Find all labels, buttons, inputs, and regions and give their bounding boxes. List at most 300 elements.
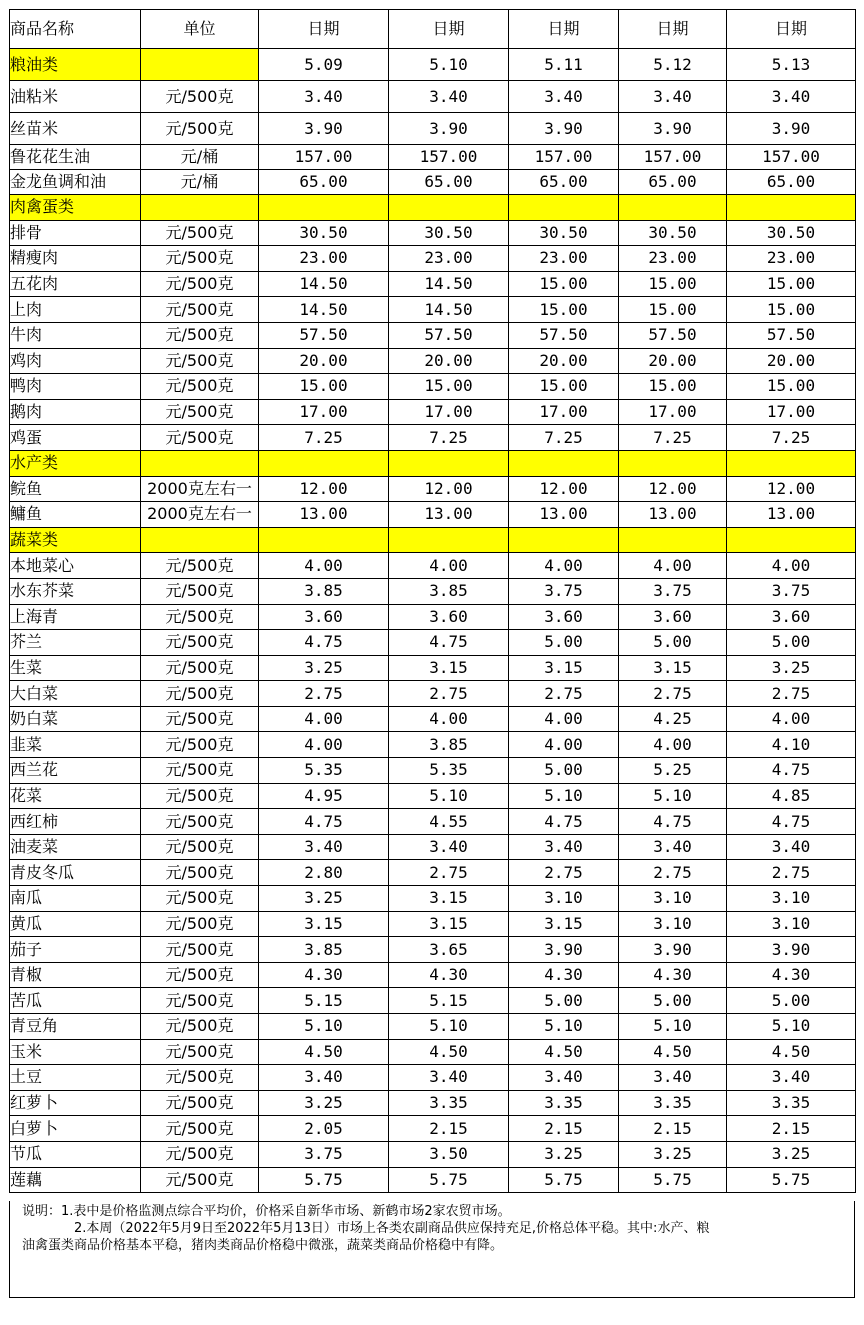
price-cell: 4.50	[259, 1039, 389, 1065]
item-unit: 元/500克	[141, 630, 259, 656]
item-unit: 元/500克	[141, 604, 259, 630]
item-unit: 元/500克	[141, 706, 259, 732]
price-cell: 3.35	[389, 1090, 509, 1116]
price-cell: 5.10	[619, 783, 727, 809]
category-row	[10, 450, 856, 476]
header-date: 日期	[619, 10, 727, 49]
price-cell: 5.35	[389, 758, 509, 784]
price-cell: 157.00	[509, 145, 619, 170]
item-unit: 元/桶	[141, 145, 259, 170]
price-cell: 5.00	[727, 988, 856, 1014]
table-row	[10, 962, 856, 988]
price-cell: 3.75	[619, 578, 727, 604]
table-row	[10, 1065, 856, 1091]
price-cell: 15.00	[509, 297, 619, 323]
price-cell: 3.15	[509, 655, 619, 681]
table-row	[10, 732, 856, 758]
price-cell: 3.15	[389, 655, 509, 681]
category-empty-cell	[619, 527, 727, 553]
item-unit: 元/500克	[141, 911, 259, 937]
price-cell: 5.15	[389, 988, 509, 1014]
price-cell: 157.00	[259, 145, 389, 170]
price-cell: 20.00	[509, 348, 619, 374]
price-cell: 5.10	[619, 1014, 727, 1040]
price-cell: 157.00	[619, 145, 727, 170]
item-name: 水东芥菜	[10, 578, 141, 604]
price-cell: 5.10	[509, 1014, 619, 1040]
table-row	[10, 1090, 856, 1116]
price-cell: 4.00	[727, 706, 856, 732]
item-name: 鲩鱼	[10, 476, 141, 502]
table-row	[10, 834, 856, 860]
category-empty-cell	[509, 195, 619, 221]
price-cell: 4.30	[509, 962, 619, 988]
price-cell: 3.60	[389, 604, 509, 630]
price-cell: 3.40	[389, 81, 509, 113]
price-cell: 15.00	[619, 271, 727, 297]
price-cell: 57.50	[619, 322, 727, 348]
price-cell: 15.00	[389, 374, 509, 400]
price-cell: 3.60	[509, 604, 619, 630]
item-name: 油粘米	[10, 81, 141, 113]
item-unit: 元/500克	[141, 348, 259, 374]
price-cell: 3.25	[259, 886, 389, 912]
item-unit: 元/500克	[141, 809, 259, 835]
price-cell: 3.40	[727, 1065, 856, 1091]
price-cell: 4.00	[259, 553, 389, 579]
table-row	[10, 246, 856, 272]
price-cell: 5.10	[727, 1014, 856, 1040]
item-name: 金龙鱼调和油	[10, 170, 141, 195]
table-row	[10, 399, 856, 425]
header-row	[10, 10, 856, 49]
price-cell: 4.75	[619, 809, 727, 835]
table-row	[10, 170, 856, 195]
price-cell: 20.00	[727, 348, 856, 374]
price-cell: 3.40	[619, 81, 727, 113]
item-name: 苦瓜	[10, 988, 141, 1014]
price-cell: 12.00	[727, 476, 856, 502]
item-unit: 元/500克	[141, 1039, 259, 1065]
price-cell: 13.00	[727, 502, 856, 528]
date-value: 5.13	[727, 49, 856, 81]
table-row	[10, 220, 856, 246]
table-row	[10, 145, 856, 170]
item-unit: 元/500克	[141, 758, 259, 784]
price-cell: 3.25	[509, 1141, 619, 1167]
table-row	[10, 374, 856, 400]
price-cell: 5.75	[259, 1167, 389, 1193]
price-cell: 3.85	[389, 732, 509, 758]
category-row	[10, 49, 856, 81]
item-unit: 元/500克	[141, 1090, 259, 1116]
category-empty-cell	[259, 450, 389, 476]
item-unit: 元/500克	[141, 886, 259, 912]
price-cell: 65.00	[509, 170, 619, 195]
item-name: 西红柿	[10, 809, 141, 835]
price-cell: 4.30	[619, 962, 727, 988]
item-name: 鸡肉	[10, 348, 141, 374]
table-row	[10, 1039, 856, 1065]
price-cell: 20.00	[389, 348, 509, 374]
price-cell: 4.00	[389, 706, 509, 732]
table-row	[10, 1167, 856, 1193]
header-name: 商品名称	[10, 10, 141, 49]
table-row	[10, 297, 856, 323]
price-cell: 5.10	[389, 783, 509, 809]
price-cell: 30.50	[727, 220, 856, 246]
item-name: 鲁花花生油	[10, 145, 141, 170]
category-empty-cell	[619, 450, 727, 476]
price-cell: 2.15	[509, 1116, 619, 1142]
table-row	[10, 706, 856, 732]
price-cell: 5.35	[259, 758, 389, 784]
price-cell: 30.50	[259, 220, 389, 246]
price-cell: 4.85	[727, 783, 856, 809]
price-cell: 30.50	[509, 220, 619, 246]
price-cell: 4.25	[619, 706, 727, 732]
price-cell: 5.00	[509, 988, 619, 1014]
price-cell: 15.00	[727, 374, 856, 400]
price-cell: 4.00	[389, 553, 509, 579]
price-cell: 3.75	[727, 578, 856, 604]
table-row	[10, 425, 856, 451]
price-cell: 2.15	[619, 1116, 727, 1142]
price-cell: 2.75	[619, 681, 727, 707]
price-cell: 3.15	[619, 655, 727, 681]
date-value: 5.10	[389, 49, 509, 81]
price-cell: 15.00	[509, 271, 619, 297]
category-unit-cell	[141, 49, 259, 81]
item-unit: 元/500克	[141, 1141, 259, 1167]
item-name: 黄瓜	[10, 911, 141, 937]
header-unit: 单位	[141, 10, 259, 49]
date-value: 5.11	[509, 49, 619, 81]
price-cell: 2.75	[389, 681, 509, 707]
price-cell: 3.10	[509, 886, 619, 912]
category-label: 粮油类	[10, 49, 141, 81]
price-table-sheet	[9, 9, 855, 1193]
price-cell: 14.50	[389, 271, 509, 297]
price-cell: 3.15	[509, 911, 619, 937]
price-cell: 3.25	[727, 655, 856, 681]
price-cell: 4.50	[389, 1039, 509, 1065]
price-cell: 5.00	[619, 988, 727, 1014]
table-row	[10, 783, 856, 809]
item-name: 玉米	[10, 1039, 141, 1065]
category-empty-cell	[389, 450, 509, 476]
price-cell: 4.00	[259, 706, 389, 732]
price-cell: 3.75	[509, 578, 619, 604]
item-unit: 元/500克	[141, 81, 259, 113]
price-cell: 23.00	[619, 246, 727, 272]
price-cell: 17.00	[509, 399, 619, 425]
item-unit: 元/500克	[141, 374, 259, 400]
price-cell: 3.90	[727, 113, 856, 145]
item-unit: 元/500克	[141, 399, 259, 425]
item-unit: 元/500克	[141, 1116, 259, 1142]
price-cell: 5.75	[727, 1167, 856, 1193]
price-cell: 57.50	[509, 322, 619, 348]
price-cell: 15.00	[619, 297, 727, 323]
price-cell: 2.75	[259, 681, 389, 707]
item-name: 五花肉	[10, 271, 141, 297]
table-row	[10, 476, 856, 502]
price-cell: 12.00	[619, 476, 727, 502]
category-row	[10, 527, 856, 553]
price-cell: 7.25	[509, 425, 619, 451]
price-cell: 3.85	[259, 937, 389, 963]
note-line-3: 油禽蛋类商品价格基本平稳，猪肉类商品价格稳中微涨，蔬菜类商品价格稳中有降。	[22, 1238, 504, 1253]
item-unit: 元/500克	[141, 425, 259, 451]
item-unit: 元/500克	[141, 834, 259, 860]
item-name: 土豆	[10, 1065, 141, 1091]
price-cell: 57.50	[259, 322, 389, 348]
price-cell: 4.95	[259, 783, 389, 809]
table-row	[10, 271, 856, 297]
item-unit: 元/500克	[141, 988, 259, 1014]
table-row	[10, 911, 856, 937]
price-cell: 4.10	[727, 732, 856, 758]
price-cell: 14.50	[259, 271, 389, 297]
price-cell: 7.25	[727, 425, 856, 451]
item-unit: 元/500克	[141, 1167, 259, 1193]
item-name: 上肉	[10, 297, 141, 323]
item-unit: 元/500克	[141, 220, 259, 246]
category-label: 蔬菜类	[10, 527, 141, 553]
price-cell: 3.65	[389, 937, 509, 963]
price-cell: 3.60	[259, 604, 389, 630]
price-cell: 4.00	[619, 553, 727, 579]
price-cell: 3.75	[259, 1141, 389, 1167]
category-empty-cell	[727, 527, 856, 553]
note-line-2: 2.本周（2022年5月9日至2022年5月13日）市场上各类农副商品供应保持充足,价格总体平稳。其中:水产、粮	[74, 1221, 710, 1236]
table-row	[10, 113, 856, 145]
category-empty-cell	[509, 527, 619, 553]
item-name: 节瓜	[10, 1141, 141, 1167]
price-cell: 3.60	[727, 604, 856, 630]
item-name: 莲藕	[10, 1167, 141, 1193]
table-row	[10, 578, 856, 604]
category-empty-cell	[509, 450, 619, 476]
item-name: 奶白菜	[10, 706, 141, 732]
price-cell: 13.00	[389, 502, 509, 528]
table-row	[10, 604, 856, 630]
category-empty-cell	[389, 527, 509, 553]
price-cell: 3.90	[389, 113, 509, 145]
item-unit: 元/500克	[141, 962, 259, 988]
price-cell: 15.00	[259, 374, 389, 400]
category-unit-cell	[141, 450, 259, 476]
price-cell: 2.80	[259, 860, 389, 886]
item-name: 青椒	[10, 962, 141, 988]
price-cell: 4.00	[509, 732, 619, 758]
item-name: 茄子	[10, 937, 141, 963]
item-name: 上海青	[10, 604, 141, 630]
category-empty-cell	[389, 195, 509, 221]
item-name: 丝苗米	[10, 113, 141, 145]
header-date: 日期	[259, 10, 389, 49]
price-cell: 3.85	[389, 578, 509, 604]
price-cell: 3.25	[619, 1141, 727, 1167]
price-cell: 3.40	[619, 1065, 727, 1091]
price-cell: 3.15	[259, 911, 389, 937]
category-label: 肉禽蛋类	[10, 195, 141, 221]
price-cell: 3.15	[389, 911, 509, 937]
price-cell: 2.75	[389, 860, 509, 886]
price-cell: 65.00	[259, 170, 389, 195]
table-row	[10, 322, 856, 348]
price-cell: 20.00	[259, 348, 389, 374]
price-cell: 3.90	[509, 113, 619, 145]
table-row	[10, 681, 856, 707]
price-cell: 3.10	[619, 911, 727, 937]
item-unit: 元/500克	[141, 732, 259, 758]
price-cell: 15.00	[509, 374, 619, 400]
price-cell: 15.00	[727, 297, 856, 323]
price-cell: 4.00	[509, 706, 619, 732]
price-cell: 17.00	[619, 399, 727, 425]
price-cell: 4.00	[619, 732, 727, 758]
price-cell: 2.75	[727, 860, 856, 886]
price-cell: 4.75	[259, 630, 389, 656]
price-cell: 3.40	[619, 834, 727, 860]
price-cell: 2.15	[389, 1116, 509, 1142]
item-unit: 元/500克	[141, 297, 259, 323]
price-cell: 12.00	[259, 476, 389, 502]
price-cell: 3.40	[259, 834, 389, 860]
price-cell: 3.90	[727, 937, 856, 963]
price-cell: 12.00	[509, 476, 619, 502]
price-cell: 4.00	[727, 553, 856, 579]
price-cell: 23.00	[727, 246, 856, 272]
price-cell: 14.50	[389, 297, 509, 323]
item-name: 青皮冬瓜	[10, 860, 141, 886]
price-cell: 3.85	[259, 578, 389, 604]
price-cell: 5.75	[509, 1167, 619, 1193]
price-cell: 4.30	[259, 962, 389, 988]
price-cell: 5.75	[389, 1167, 509, 1193]
price-cell: 57.50	[389, 322, 509, 348]
price-cell: 57.50	[727, 322, 856, 348]
price-cell: 5.00	[619, 630, 727, 656]
table-row	[10, 630, 856, 656]
price-cell: 3.90	[619, 937, 727, 963]
price-cell: 23.00	[509, 246, 619, 272]
price-cell: 13.00	[509, 502, 619, 528]
table-row	[10, 348, 856, 374]
price-cell: 3.40	[727, 834, 856, 860]
price-cell: 3.40	[509, 834, 619, 860]
item-unit: 元/500克	[141, 655, 259, 681]
price-cell: 13.00	[619, 502, 727, 528]
item-name: 青豆角	[10, 1014, 141, 1040]
price-cell: 2.75	[509, 681, 619, 707]
table-row	[10, 988, 856, 1014]
date-value: 5.09	[259, 49, 389, 81]
price-cell: 14.50	[259, 297, 389, 323]
table-row	[10, 860, 856, 886]
item-name: 白萝卜	[10, 1116, 141, 1142]
price-cell: 3.40	[727, 81, 856, 113]
table-row	[10, 553, 856, 579]
item-name: 排骨	[10, 220, 141, 246]
price-cell: 4.75	[727, 809, 856, 835]
table-row	[10, 1014, 856, 1040]
price-cell: 17.00	[389, 399, 509, 425]
item-unit: 2000克左右一	[141, 502, 259, 528]
header-date: 日期	[727, 10, 856, 49]
item-unit: 元/500克	[141, 783, 259, 809]
table-row	[10, 655, 856, 681]
price-cell: 3.60	[619, 604, 727, 630]
price-cell: 3.90	[509, 937, 619, 963]
item-name: 鸭肉	[10, 374, 141, 400]
price-cell: 3.35	[727, 1090, 856, 1116]
price-cell: 5.25	[619, 758, 727, 784]
price-cell: 2.75	[619, 860, 727, 886]
price-cell: 30.50	[619, 220, 727, 246]
item-unit: 元/500克	[141, 1065, 259, 1091]
price-cell: 4.30	[389, 962, 509, 988]
item-name: 红萝卜	[10, 1090, 141, 1116]
table-row	[10, 1116, 856, 1142]
item-unit: 元/500克	[141, 246, 259, 272]
table-row	[10, 758, 856, 784]
price-cell: 15.00	[727, 271, 856, 297]
item-unit: 元/500克	[141, 578, 259, 604]
item-unit: 元/500克	[141, 113, 259, 145]
item-unit: 2000克左右一	[141, 476, 259, 502]
price-cell: 3.90	[259, 113, 389, 145]
item-name: 牛肉	[10, 322, 141, 348]
table-row	[10, 886, 856, 912]
category-empty-cell	[727, 195, 856, 221]
price-cell: 65.00	[727, 170, 856, 195]
table-row	[10, 937, 856, 963]
price-cell: 65.00	[619, 170, 727, 195]
header-date: 日期	[509, 10, 619, 49]
category-label: 水产类	[10, 450, 141, 476]
item-name: 花菜	[10, 783, 141, 809]
price-cell: 3.25	[727, 1141, 856, 1167]
price-cell: 2.75	[509, 860, 619, 886]
price-cell: 3.15	[389, 886, 509, 912]
price-cell: 3.90	[619, 113, 727, 145]
item-unit: 元/500克	[141, 860, 259, 886]
note-line-1: 说明：1.表中是价格监测点综合平均价，价格采自新华市场、新鹤市场2家农贸市场。	[22, 1204, 511, 1219]
price-cell: 3.35	[509, 1090, 619, 1116]
price-cell: 3.10	[727, 911, 856, 937]
item-name: 南瓜	[10, 886, 141, 912]
table-row	[10, 502, 856, 528]
price-cell: 4.00	[259, 732, 389, 758]
item-name: 鹅肉	[10, 399, 141, 425]
date-value: 5.12	[619, 49, 727, 81]
price-cell: 5.10	[259, 1014, 389, 1040]
price-cell: 17.00	[727, 399, 856, 425]
price-cell: 7.25	[259, 425, 389, 451]
item-unit: 元/500克	[141, 322, 259, 348]
item-name: 生菜	[10, 655, 141, 681]
item-name: 芥兰	[10, 630, 141, 656]
price-cell: 17.00	[259, 399, 389, 425]
price-cell: 4.75	[509, 809, 619, 835]
item-name: 精瘦肉	[10, 246, 141, 272]
item-unit: 元/500克	[141, 1014, 259, 1040]
price-cell: 3.25	[259, 1090, 389, 1116]
price-cell: 4.50	[619, 1039, 727, 1065]
